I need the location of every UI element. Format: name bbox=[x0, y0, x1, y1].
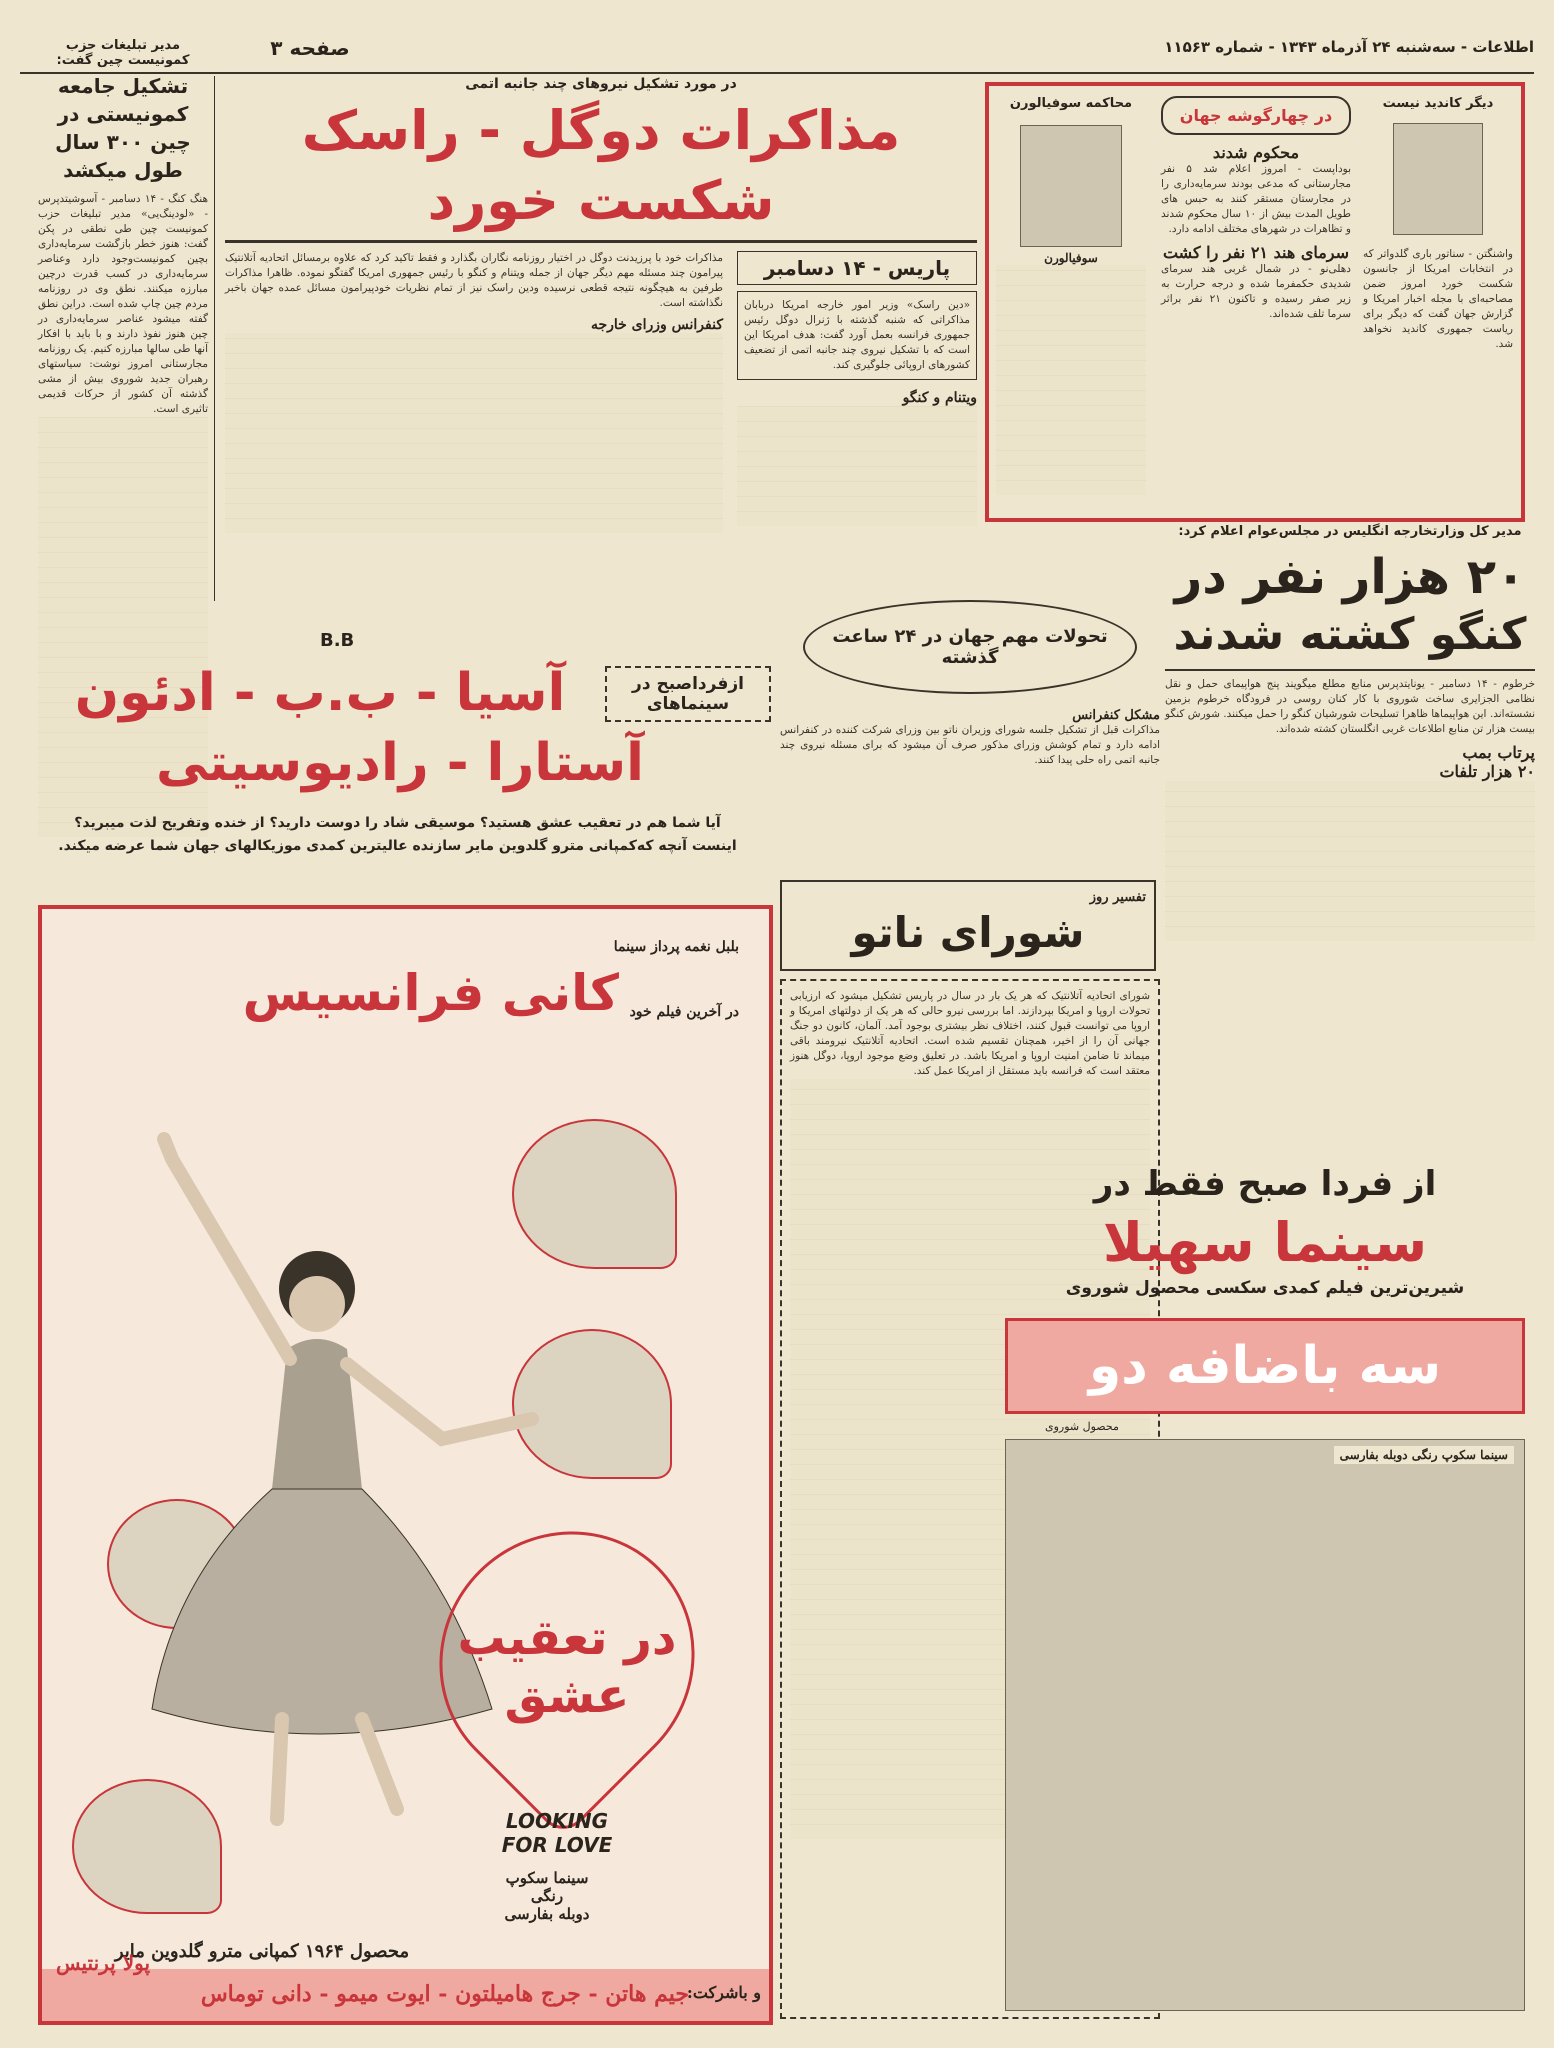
poster-title: در تعقیب عشق bbox=[457, 1610, 677, 1724]
main-body: مذاکرات خود با پرزیدنت دوگل در اختیار روزنامه نگاران بگذارد و فقط تاکید کرد که علاوه برمسائل اتحادیه آتلانتیک پیرامون چند مسئله مهم دیگر جهان از جمله ویتنام و کنگو با رئیس جمهوری امریکا گفتگو نموده. ظاهرا مذاکرات طرفین به هیچگونه نتیجه قطعی نرسیده ودین راسک نیز از تمام نظریات خودپیرامون مسائل عمده جهان باخبر نگذاشته است. bbox=[225, 252, 723, 309]
issue-date: سه‌شنبه ۲۴ آذرماه ۱۳۴۳ bbox=[1279, 38, 1456, 56]
sophia-title: محاکمه سوفیالورن bbox=[1009, 96, 1133, 111]
hind-body: دهلی‌نو - در شمال غربی هند سرمای شدیدی حکمفرما شده و درجه حرارت به زیر صفر رسیده و تاکنون ۲۱ نفر براثر سرما تلف شده‌اند. bbox=[1161, 263, 1351, 320]
sophia-photo bbox=[1020, 125, 1122, 247]
poster-star: کانی فرانسیس bbox=[242, 964, 619, 1022]
poster-format-1: سینما سکوپ bbox=[505, 1869, 589, 1887]
events-section bbox=[780, 590, 1160, 890]
soheila-cinema: سینما سهیلا bbox=[1102, 1211, 1428, 1274]
dateline: پاریس - ۱۴ دسامبر bbox=[737, 251, 977, 285]
poster-looking-for-love bbox=[38, 905, 773, 2025]
nato-body: شورای اتحادیه آتلانتیک که هر یک بار در سال در پاریس تشکیل میشود که ارزیابی تحولات اروپا و امریکا بپردازند. اما بررسی نیرو حالی که هر یک از دولتهای امریکا و اروپا می توانست قبول کنند، اختلاف نظر بیشتری بوجود آمد. آلمان، کانون دو جنگ جهانی آن را از اخیر، همچنان تقسیم شده است. اتحادیه آتلانتیک نیرومند باقی میماند تا ضامن امنیت اروپا و امریکا باشد. در تعلیق وضع موجود اروپا، دوگل هنوز معتقد است که فرانسه باید مستقل از امریکا عمل کند. bbox=[790, 990, 1150, 1077]
sentence-title: محکوم شدند bbox=[1212, 143, 1300, 162]
cinema-soheila-ad bbox=[1005, 1090, 1525, 2025]
congo-body: خرطوم - ۱۴ دسامبر - یونایتدپرس منابع مطلع میگویند پنج هواپیمای حمل و نقل نظامی الجزایری ساخت شوروی با کار کنان روسی در فرودگاه خرطوم بزمین نشسته‌اند. این هواپیماها ظاهرا تسلیحات شورشیان کنگو را حمل میکنند. شورش کنگو بیست هزار تن منابع اطلاعات غربی انگلستان کشته شده‌اند. bbox=[1165, 678, 1535, 735]
congo-kicker: مدیر کل وزارتخارجه انگلیس در مجلس‌عوام اعلام کرد: bbox=[1178, 524, 1522, 539]
main-lead: «دین راسک» وزیر امور خارجه امریکا دربابان مذاکراتی که شنبه گذشته با ژنرال دوگل رئیس جمهوری فرانسه بعمل آورد گفت: هدف امریکا این است که با تشکیل نیروی چند جانبه اتمی از تضعیف کشورهای اروپائی جلوگیری کند. bbox=[737, 291, 977, 380]
goldwater-photo bbox=[1393, 123, 1483, 235]
nato-headline: شورای ناتو bbox=[851, 908, 1085, 957]
bb-cinemas-2: آستارا - رادیوسیتی bbox=[155, 733, 645, 793]
conference-title: مشکل کنفرانس bbox=[1072, 708, 1160, 723]
china-headline: تشکیل جامعه کمونیستی در چین ۳۰۰ سال طول میکشد bbox=[55, 74, 191, 182]
poster-cast-label: و باشرکت: bbox=[686, 1983, 761, 2002]
congo-sub-casualties: ۲۰ هزار تلفات bbox=[1439, 762, 1535, 781]
bb-from: ازفرداصبح در سینماهای bbox=[605, 666, 771, 722]
sub-conference: کنفرانس وزرای خارجه bbox=[590, 317, 723, 333]
goldwater-body: واشنگتن - سناتور باری گلدواتر که در انتخابات امریکا از جانسون شکست خورد امروز ضمن مصاحبه‌ای با مجله اخبار امریکا و گزارش جهان گفت که دیگر برای ریاست جمهوری کاندید نخواهد شد. bbox=[1363, 248, 1513, 350]
soheila-tagline: شیرین‌ترین فیلم کمدی سکسی محصول شوروی bbox=[1065, 1278, 1465, 1298]
bb-cinemas-1: آسیا - ب.ب - ادئون bbox=[74, 663, 566, 723]
poster-cast: جیم هاتن - جرج هامیلتون - ایوت میمو - دانی توماس bbox=[200, 1981, 689, 2007]
world-logo: در چهارگوشه جهان bbox=[1161, 96, 1351, 135]
hind-title: سرمای هند ۲۱ نفر را کشت bbox=[1162, 243, 1350, 262]
events-logo: تحولات مهم جهان در ۲۴ ساعت گذشته bbox=[803, 600, 1137, 694]
conference-body: مذاکرات قبل از تشکیل جلسه شورای وزیران ناتو بین وزرای شرکت کننده در کنفرانس ادامه دارد و تمام کوشش وزرای مذکور صرف آن میشود که برای مسئله نیروی چند جانبه اتمی راه حلی پیدا کنند. bbox=[780, 724, 1160, 766]
sentence-body: بوداپست - امروز اعلام شد ۵ نفر مجارستانی که مدعی بودند سرمایه‌داری را در مجارستان مستقر کنند به حبس های طویل المدت بیش از ۱۰ سال محکوم شدند و تظاهرات در شهرهای مختلف ادامه دارد. bbox=[1161, 163, 1351, 235]
poster-cast-2: پولا پرنتیس bbox=[56, 1951, 151, 1975]
poster-star-post: در آخرین فیلم خود bbox=[629, 1004, 739, 1020]
sub-vietnam: ویتنام و کنگو bbox=[902, 390, 977, 406]
congo-sub-bomb: پرتاب بمب bbox=[1462, 743, 1535, 762]
cinema-bb-ad bbox=[20, 620, 775, 910]
congo-headline-1: ۲۰ هزار نفر در bbox=[1174, 549, 1526, 605]
china-kicker: مدیر تبلیغات حزب کمونیست چین گفت: bbox=[56, 38, 190, 68]
soheila-caption: محصول شوروی bbox=[1045, 1420, 1119, 1433]
poster-star-pre: بلبل نغمه پرداز سینما bbox=[613, 939, 739, 955]
congo-headline-2: کنگو کشته شدند bbox=[1173, 609, 1527, 660]
issue-number: شماره ۱۱۵۶۳ bbox=[1164, 38, 1264, 56]
masthead: اطلاعات - سه‌شنبه ۲۴ آذرماه ۱۳۴۳ - شماره ۱۱۵۶۳ صفحه ۳ bbox=[20, 30, 1534, 70]
poster-english-title: LOOKING FOR LOVE bbox=[501, 1809, 613, 1857]
soheila-title: سه باضافه دو bbox=[1005, 1318, 1525, 1414]
bb-logo: B.B bbox=[320, 630, 355, 651]
soheila-format: سینما سکوپ رنگی دوبله بفارسی bbox=[1334, 1446, 1514, 1464]
bb-tagline-1: آیا شما هم در تعقیب عشق هستید؟ موسیقی شاد را دوست دارید؟ از خنده وتفریح لذت میبرید؟ bbox=[74, 815, 721, 831]
soheila-from: از فردا صبح فقط در bbox=[1093, 1164, 1437, 1204]
nato-kicker: تفسیر روز bbox=[1089, 890, 1146, 905]
china-body: هنگ کنگ - ۱۴ دسامبر - آسوشیتدپرس - «لودینگ‌یی» مدیر تبلیغات حزب کمونیست چین طی نطقی در پکن گفت: هنوز خطر بازگشت سرمایه‌داری بچین کمونیست‌وجود دارد وعناصر سرمایه‌داری در کسب قدرت درچین مبارزه میکنند. نطق وی در روزنامه مردم چین چاپ شده است. دراین نطق گفته میشود عناصر سرمایه‌داری در چین هنوز نفوذ دارند و با باید با افکار آنها طی سالها مبارزه کنیم. یک روزنامه مجارستانی امروز نوشت: سیاستهای رهبران جدید شوروی بیش از مشی گذشته آن کشور از حرکات قدیمی تاثیری است. bbox=[38, 193, 208, 415]
sophia-caption: سوفیالورن bbox=[1044, 251, 1098, 265]
paper-name: اطلاعات bbox=[1472, 38, 1534, 56]
goldwater-title: دیگر کاندید نیست bbox=[1382, 96, 1494, 111]
world-box bbox=[985, 82, 1525, 522]
bb-tagline-2: اینست آنچه که‌کمپانی مترو گلدوین مایر سازنده عالیترین کمدی موزیکالهای جهان شما عرضه میکند. bbox=[58, 838, 737, 854]
poster-format-3: دوبله بفارسی bbox=[504, 1905, 590, 1923]
congo-article bbox=[1165, 520, 1535, 1060]
main-kicker: در مورد تشکیل نیروهای چند جانبه اتمی bbox=[465, 76, 737, 92]
main-headline: مذاکرات دوگل - راسک شکست خورد bbox=[301, 99, 901, 232]
poster-format-2: رنگی bbox=[530, 1887, 564, 1905]
main-story bbox=[225, 76, 977, 601]
poster-producer: محصول ۱۹۶۴ کمپانی مترو گلدوین مایر bbox=[114, 1941, 410, 1962]
soheila-film-still bbox=[1005, 1439, 1525, 2011]
page-number: صفحه ۳ bbox=[270, 36, 350, 60]
